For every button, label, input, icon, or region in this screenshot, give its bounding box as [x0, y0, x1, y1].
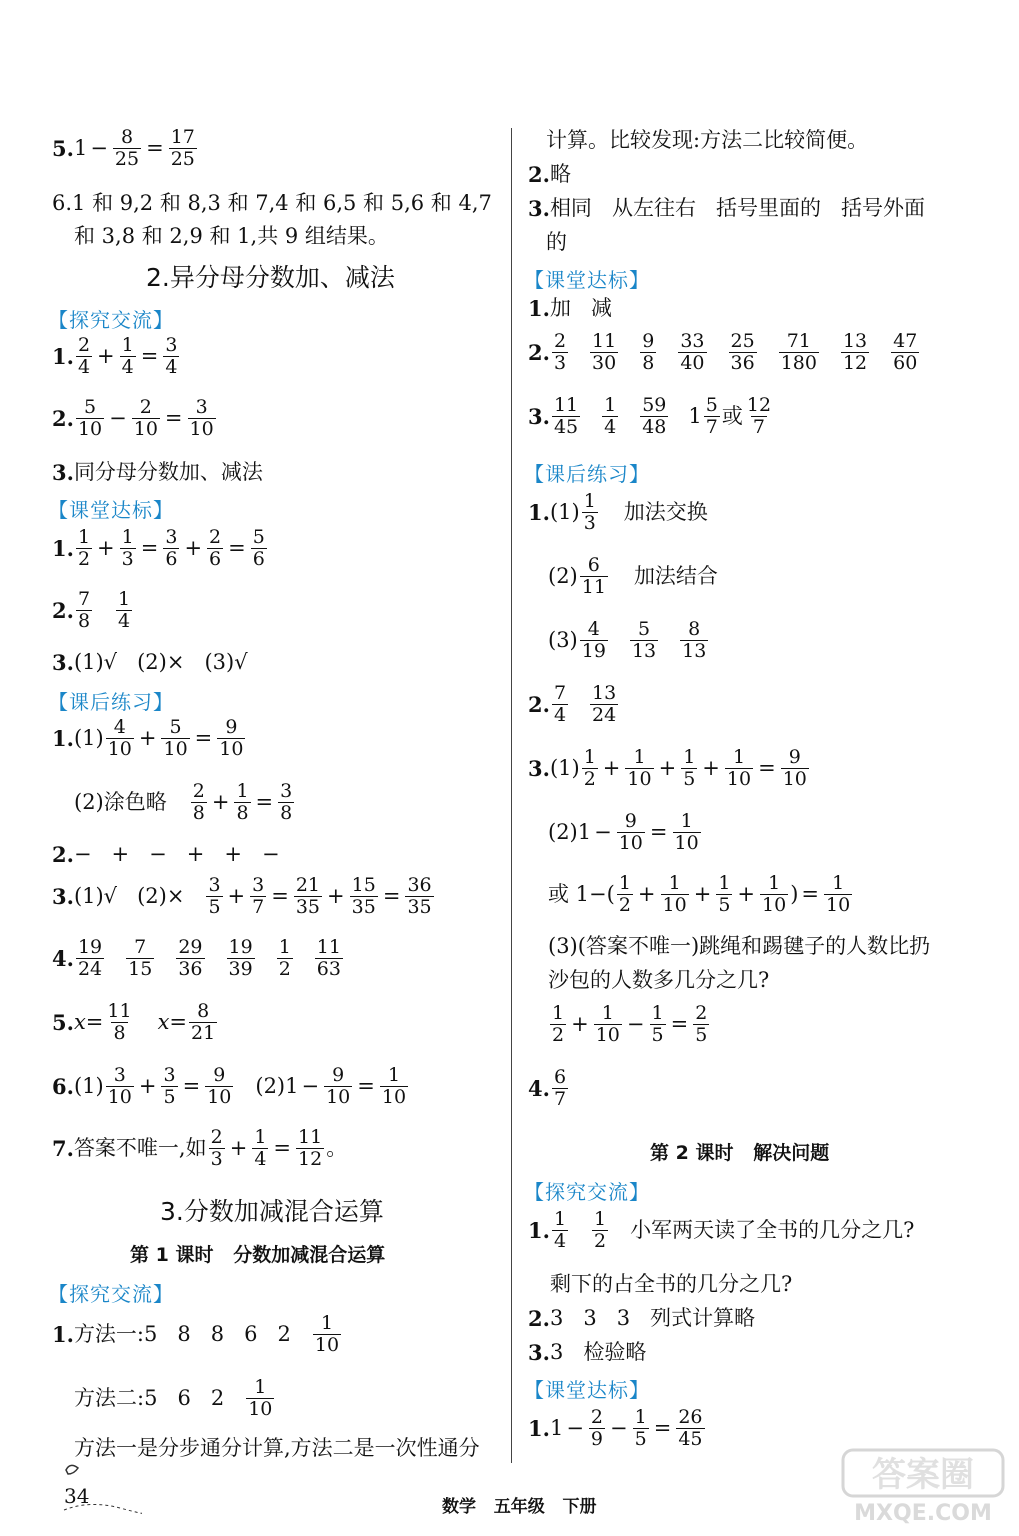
fraction: 1 2	[594, 1208, 607, 1252]
fraction: 33 40	[680, 330, 705, 374]
fraction: $\frac{1}{4}$	[254, 1126, 267, 1170]
watermark-text-2: MXQE.COM	[854, 1501, 992, 1526]
tag-explore-2: 【探究交流】	[48, 1282, 174, 1306]
section-2-title: 2.异分母分数加、减法	[146, 263, 395, 292]
fraction: 13 12	[842, 330, 868, 374]
r-after-3-3-expr: 1 2 + $\frac{1}{10}$ − $\frac{1}{5}$ = $\frac{2}{5}$	[552, 1002, 708, 1046]
fraction: $\frac{5}{6}$	[252, 526, 265, 570]
fraction: $\frac{5}{10}$	[163, 716, 188, 760]
fraction: $\frac{1}{10}$	[726, 746, 752, 790]
fraction: 1 4	[553, 1208, 567, 1252]
fraction: $\frac{1}{10}$	[662, 872, 687, 916]
after-6: 6. (1) 3 10 + $\frac{3}{5}$ = $\frac{9}{10}$ (2)1 − $\frac{9}{10}$ = $\frac{1}{10}$	[52, 1064, 407, 1108]
fraction: 1 4	[118, 588, 131, 632]
tag-class-r: 【课堂达标】	[524, 268, 650, 292]
fraction: $\frac{8}{25}$	[114, 126, 140, 170]
watermark-logo	[837, 1444, 1009, 1528]
class-2: 2. 7 8 1 4	[52, 588, 131, 632]
fraction: $\frac{9}{10}$	[618, 810, 643, 854]
lesson-1-title: 第 1 课时 分数加减混合运算	[130, 1244, 386, 1266]
r-after-3-3-text2: 沙包的人数多几分之几?	[548, 968, 770, 992]
fraction: $\frac{3}{8}$	[280, 780, 293, 824]
r-after-2: 2. 7 4 13 24	[528, 682, 617, 726]
fraction: 3 5	[208, 874, 221, 918]
r-after-1-3: (3) 4 19 5 13 8 13	[548, 618, 707, 662]
class-1: 1. 1 2 + $\frac{1}{3}$ = $\frac{3}{6}$ + $\frac{2}{6}$ = $\frac{5}{6}$	[52, 526, 265, 570]
fraction: 7 4	[553, 682, 567, 726]
fraction: $\frac{1}{10}$	[826, 872, 851, 916]
after-1-2: (2)涂色略 2 8 + $\frac{1}{8}$ = $\frac{3}{8}$	[74, 780, 293, 824]
tag-class: 【课堂达标】	[48, 498, 174, 522]
fraction: 5 13	[631, 618, 657, 662]
fraction: $\frac{3}{7}$	[252, 874, 265, 918]
fraction: $\frac{1}{4}$	[121, 334, 134, 378]
r-after-1-1: 1. (1) 1 3 加法交换	[528, 490, 708, 534]
fraction: $\frac{1}{10}$	[381, 1064, 407, 1108]
fraction: 2 3	[553, 330, 567, 374]
after-7: 7. 答案不唯一,如 2 3 + $\frac{1}{4}$ = $\frac{11}{12}$ 。	[52, 1126, 348, 1170]
after-5: 5. x= $\frac{11}{8}$ x= $\frac{8}{21}$	[52, 1000, 216, 1044]
fraction: $\frac{1}{5}$	[683, 746, 696, 790]
answer-6-line1: 6.1 和 9,2 和 8,3 和 7,4 和 6,5 和 5,6 和 4,7	[52, 191, 492, 215]
fraction: $\frac{17}{25}$	[170, 126, 195, 170]
fraction: $\frac{2}{5}$	[695, 1002, 708, 1046]
fraction: 2 8	[192, 780, 205, 824]
fraction: $\frac{3}{5}$	[163, 1064, 176, 1108]
fraction: 1 2	[583, 746, 596, 790]
fraction: $\frac{36}{35}$	[407, 874, 432, 918]
fraction: 12 7	[746, 394, 772, 438]
r-class-3: 3. 11 45 1 4 59 48 1 5 7 或 12 7	[528, 394, 772, 438]
fraction: 1 3	[583, 490, 596, 534]
fraction: $\frac{8}{21}$	[191, 1000, 216, 1044]
fraction: $\frac{2}{10}$	[133, 396, 158, 440]
fraction: 5 10	[77, 396, 103, 440]
fraction: $\frac{1}{5}$	[718, 872, 731, 916]
fraction: 11 45	[553, 394, 579, 438]
explore-1: 1. 2 4 + $\frac{1}{4}$ = $\frac{3}{4}$	[52, 334, 178, 378]
fraction: 13 24	[592, 682, 617, 726]
fraction: 1 2	[618, 872, 631, 916]
page-number: 34	[64, 1484, 90, 1508]
fraction: $\frac{9}{10}$	[207, 1064, 232, 1108]
r-after-3-1: 3. (1) 1 2 + $\frac{1}{10}$ + $\frac{1}{5}$ + $\frac{1}{10}$ = $\frac{9}{10}$	[528, 746, 807, 790]
watermark-text-1: 答案圈	[872, 1455, 974, 1495]
r-class2-1: 1. 1 − $\frac{2}{9}$ − $\frac{1}{5}$ = $\frac{26}{45}$	[528, 1406, 703, 1450]
fraction: 11 30	[592, 330, 617, 374]
fraction: 1 4	[604, 394, 617, 438]
fraction: 11 63	[316, 936, 341, 980]
class-3: 3. (1)√ (2)× (3)√	[52, 650, 248, 675]
after-4: 4. 19 24 7 15 29 36 19 39 1 2 11 63	[52, 936, 341, 980]
fraction: 1 10	[314, 1312, 340, 1356]
r-after-3-3-text1: (3)(答案不唯一)跳绳和踢毽子的人数比扔	[548, 934, 931, 958]
fraction: $\frac{3}{4}$	[165, 334, 178, 378]
fraction: $\frac{1}{10}$	[762, 872, 787, 916]
fraction: 7 15	[128, 936, 153, 980]
fraction: 1 2	[552, 1002, 565, 1046]
fraction: 2 3	[210, 1126, 223, 1170]
fraction: 5 7	[705, 394, 718, 438]
r-explore-2: 2. 3 3 3 列式计算略	[528, 1306, 756, 1331]
fraction: 1 2	[278, 936, 291, 980]
fraction: 1 10	[248, 1376, 273, 1420]
fraction: $\frac{1}{5}$	[651, 1002, 664, 1046]
tag-after-r: 【课后练习】	[524, 462, 650, 486]
section-3-title: 3.分数加减混合运算	[160, 1197, 384, 1226]
r-after-3-3: 或 1−( 1 2 + $\frac{1}{10}$ + $\frac{1}{5}$ + $\frac{1}{10}$ ) = $\frac{1}{10}$	[548, 872, 851, 916]
r-after-4: 4. 6 7	[528, 1066, 567, 1110]
fraction: $\frac{11}{12}$	[298, 1126, 323, 1170]
fraction: $\frac{3}{6}$	[165, 526, 178, 570]
fraction: 6 11	[581, 554, 606, 598]
fraction: 8 13	[682, 618, 707, 662]
fraction: $\frac{21}{35}$	[295, 874, 321, 918]
r-answer-2: 2. 略	[528, 162, 571, 187]
r-after-1-2: (2) 6 11 加法结合	[548, 554, 718, 598]
after-3: 3. (1)√ (2)× 3 5 + $\frac{3}{7}$ = $\frac{21}{35}$ + $\frac{15}{35}$ = $\frac{36}{35}$	[52, 874, 432, 918]
fraction: 4 10	[107, 716, 132, 760]
fraction: $\frac{15}{35}$	[351, 874, 376, 918]
footer-book-title: 数学 五年级 下册	[442, 1497, 597, 1517]
fraction: 47 60	[893, 330, 918, 374]
fraction: $\frac{9}{10}$	[782, 746, 807, 790]
explore-2: 2. 5 10 − $\frac{2}{10}$ = $\frac{3}{10}$	[52, 396, 214, 440]
fraction: $\frac{1}{10}$	[627, 746, 652, 790]
r-after-3-2: (2)1 − $\frac{9}{10}$ = $\frac{1}{10}$	[548, 810, 699, 854]
fraction: 25 36	[730, 330, 755, 374]
explore-3: 3. 同分母分数加、减法	[52, 460, 263, 485]
lesson-2-title: 第 2 课时 解决问题	[650, 1142, 830, 1164]
fraction: 1 2	[77, 526, 91, 570]
fraction: $\frac{1}{10}$	[674, 810, 699, 854]
after-1-1: 1. (1) 4 10 + $\frac{5}{10}$ = $\frac{9}{10}$	[52, 716, 244, 760]
fraction: $\frac{1}{3}$	[121, 526, 134, 570]
fraction: 9 8	[642, 330, 655, 374]
fraction: $\frac{9}{10}$	[326, 1064, 351, 1108]
fraction: $\frac{2}{6}$	[209, 526, 222, 570]
method-1: 1. 方法一:5 8 8 6 2 1 10	[52, 1312, 340, 1356]
after-2: 2. − + − + + −	[52, 842, 280, 867]
fraction: 19 24	[77, 936, 103, 980]
fraction: 29 36	[178, 936, 203, 980]
fraction: 3 10	[107, 1064, 132, 1108]
r-explore-1: 1. 1 4 1 2 小军两天读了全书的几分之几?	[528, 1208, 915, 1252]
fraction: 19 39	[228, 936, 253, 980]
fraction: $\frac{9}{10}$	[219, 716, 244, 760]
column-divider	[511, 128, 512, 1463]
fraction: 7 8	[77, 588, 91, 632]
answer-5: 5. 1 − $\frac{8}{25}$ = $\frac{17}{25}$	[52, 126, 195, 170]
fraction: $\frac{1}{8}$	[236, 780, 249, 824]
fraction: $\frac{1}{10}$	[595, 1002, 620, 1046]
fraction: $\frac{3}{10}$	[189, 396, 214, 440]
r-class-2: 2. 2 3 11 30 9 8 33 40 25 36 71 180 13 12 47 60	[528, 330, 918, 374]
tag-explore-r: 【探究交流】	[524, 1180, 650, 1204]
fraction: 4 19	[581, 618, 606, 662]
answer-6-line2: 和 3,8 和 2,9 和 1,共 9 组结果。	[74, 224, 389, 248]
method-2: 方法二:5 6 2 1 10	[74, 1376, 273, 1420]
tag-class-r2: 【课堂达标】	[524, 1378, 650, 1402]
compare-conclusion: 计算。比较发现:方法二比较简便。	[546, 128, 869, 152]
tag-explore: 【探究交流】	[48, 308, 174, 332]
method-compare: 方法一是分步通分计算,方法二是一次性通分	[74, 1436, 480, 1460]
fraction: 71 180	[780, 330, 817, 374]
fraction: $\frac{11}{8}$	[107, 1000, 132, 1044]
fraction: $\frac{26}{45}$	[678, 1406, 703, 1450]
tag-after: 【课后练习】	[48, 690, 174, 714]
r-explore-1-cont: 剩下的占全书的几分之几?	[550, 1272, 793, 1296]
fraction: $\frac{2}{9}$	[590, 1406, 604, 1450]
fraction: 6 7	[553, 1066, 567, 1110]
r-class-1: 1. 加 减	[528, 296, 612, 321]
r-explore-3: 3. 3 检验略	[528, 1340, 647, 1365]
fraction: $\frac{1}{5}$	[634, 1406, 647, 1450]
r-answer-3-cont: 的	[546, 230, 567, 254]
fraction: 59 48	[642, 394, 667, 438]
fraction: 2 4	[77, 334, 91, 378]
r-answer-3: 3. 相同 从左往右 括号里面的 括号外面	[528, 196, 926, 221]
